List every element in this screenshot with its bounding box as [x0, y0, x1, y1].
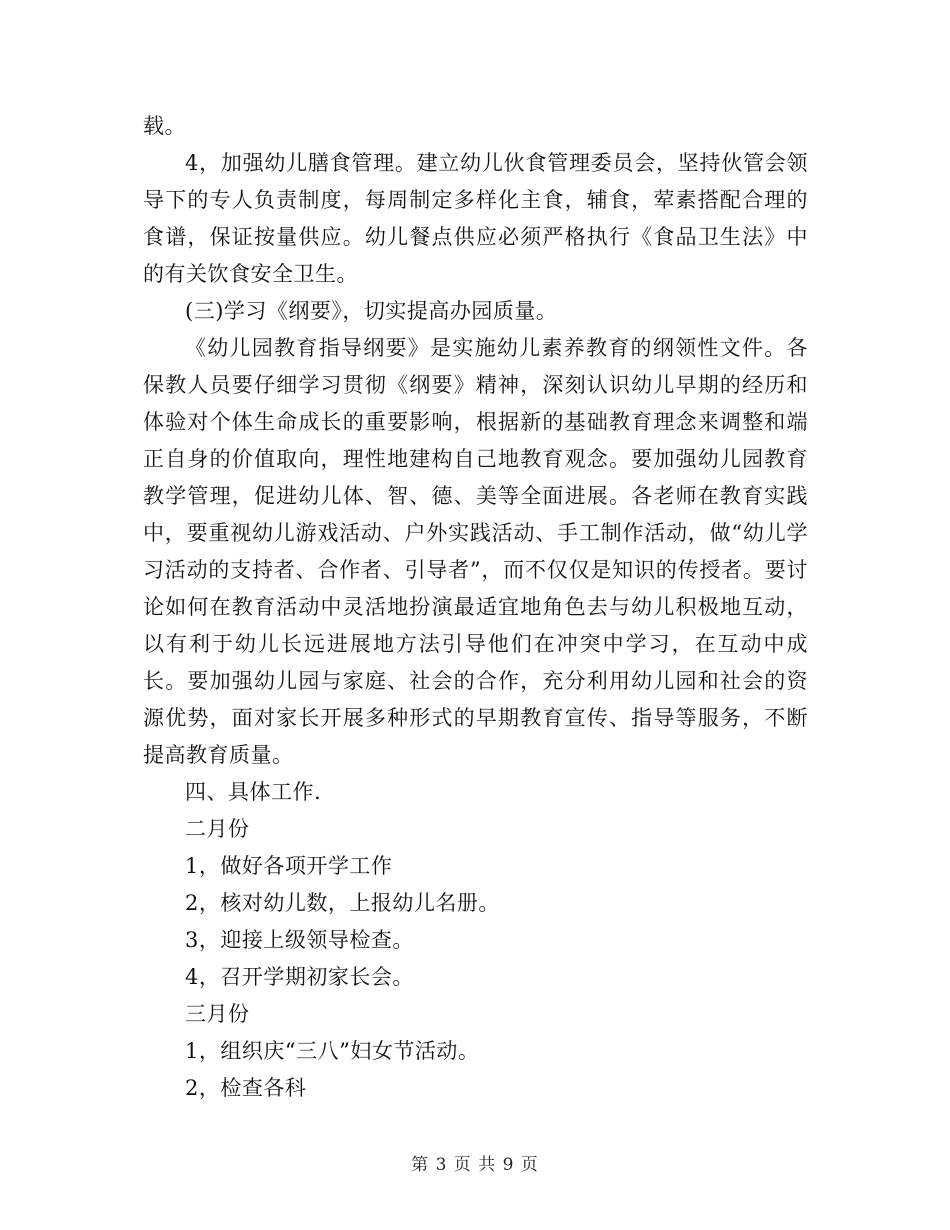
list-item: 1，做好各项开学工作 — [185, 854, 393, 878]
list-item: 3，迎接上级领导检查。 — [185, 928, 414, 952]
list-item: 4，召开学期初家长会。 — [185, 965, 414, 989]
month-heading-february: 二月份 — [185, 817, 250, 841]
section-heading-specific-work: 四、具体工作. — [185, 780, 322, 804]
list-item: 2，核对幼儿数，上报幼儿名册。 — [185, 891, 500, 915]
paragraph-diet-management: 4，加强幼儿膳食管理。建立幼儿伙食管理委员会，坚持伙管会领导下的专人负责制度，每周制定多样化主食，辅食，荤素搭配合理的食谱，保证按量供应。幼儿餐点供应必须严格执行《食品卫生法》中的有关饮食安全卫生。 — [143, 151, 808, 286]
section-heading-study-outline: (三)学习《纲要》，切实提高办园质量。 — [185, 299, 558, 323]
month-heading-march: 三月份 — [185, 1002, 250, 1026]
page-number-footer: 第 3 页 共 9 页 — [411, 1155, 539, 1175]
list-item: 2，检查各科 — [185, 1076, 307, 1100]
list-item: 1，组织庆“三八”妇女节活动。 — [185, 1039, 480, 1063]
document-body — [143, 108, 808, 1107]
paragraph-outline-study: 《幼儿园教育指导纲要》是实施幼儿素养教育的纲领性文件。各保教人员要仔细学习贯彻《纲要》精神，深刻认识幼儿早期的经历和体验对个体生命成长的重要影响，根据新的基础教育理念来调整和端正自身的价值取向，理性地建构自己地教育观念。要加强幼儿园教育教学管理，促进幼儿体、智、德、美等全面进展。各老师在教育实践中，要重视幼儿游戏活动、户外实践活动、手工制作活动，做“幼儿学习活动的支持者、合作者、引导者”，而不仅仅是知识的传授者。要讨论如何在教育活动中灵活地扮演最适宜地角色去与幼儿积极地互动，以有利于幼儿长远进展地方法引导他们在冲突中学习，在互动中成长。要加强幼儿园与家庭、社会的合作，充分利用幼儿园和社会的资源优势，面对家长开展多种形式的早期教育宣传、指导等服务，不断提高教育质量。 — [143, 336, 808, 767]
paragraph-continuation: 载。 — [143, 114, 186, 138]
